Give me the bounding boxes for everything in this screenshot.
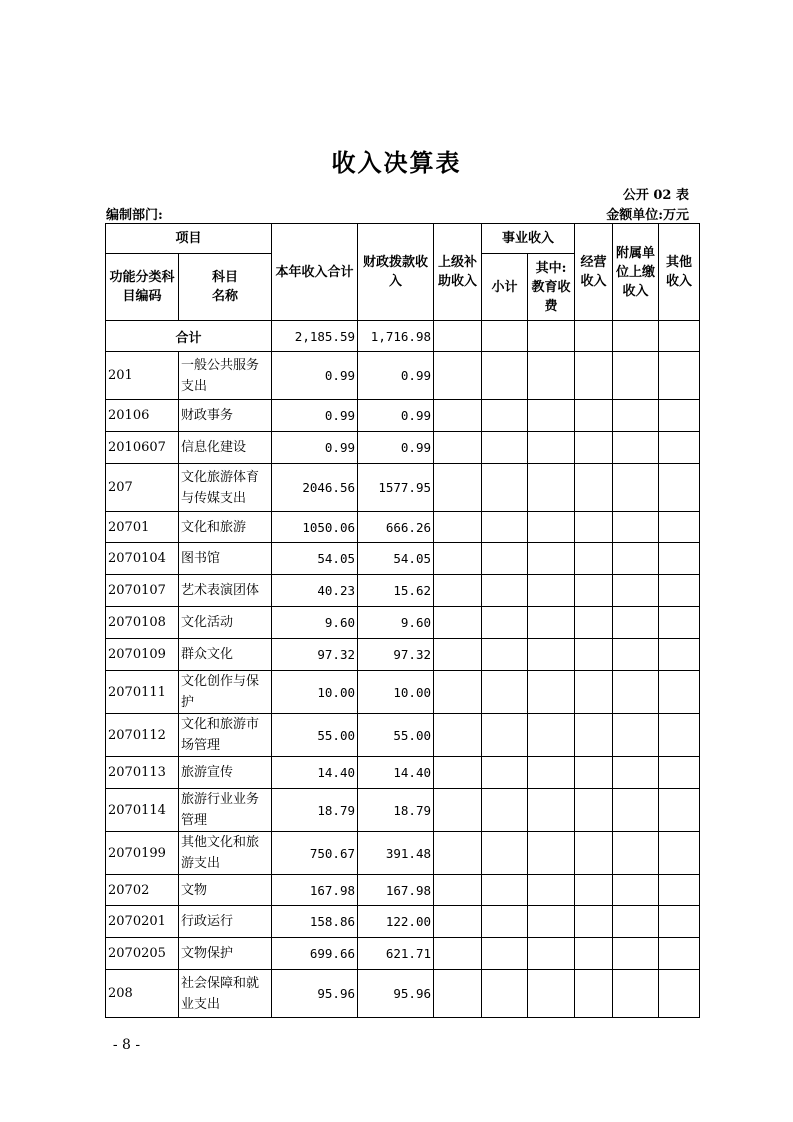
empty-cell: [659, 714, 700, 757]
empty-cell: [613, 432, 659, 464]
row-code: 20701: [106, 512, 179, 543]
row-total: 167.98: [272, 875, 358, 906]
row-name: 文化和旅游市场管理: [179, 714, 272, 757]
row-code: 2010607: [106, 432, 179, 464]
row-fiscal: 10.00: [358, 671, 434, 714]
row-fiscal: 54.05: [358, 543, 434, 575]
total-row: [106, 321, 700, 352]
empty-cell: [613, 714, 659, 757]
row-total: 18.79: [272, 789, 358, 832]
table-row: [106, 352, 700, 400]
header-func-code: 功能分类科目编码: [106, 254, 179, 321]
empty-cell: [434, 875, 482, 906]
row-name: 文化旅游体育与传媒支出: [179, 464, 272, 512]
empty-cell: [434, 970, 482, 1018]
empty-cell: [613, 575, 659, 607]
empty-cell: [613, 639, 659, 671]
empty-cell: [528, 906, 575, 938]
header-project: 项目: [106, 224, 272, 254]
empty-cell: [575, 575, 613, 607]
table-row: [106, 512, 700, 543]
row-name: 行政运行: [179, 906, 272, 938]
empty-cell: [434, 352, 482, 400]
row-fiscal: 621.71: [358, 938, 434, 970]
page-title: 收入决算表: [331, 148, 462, 177]
row-total: 2046.56: [272, 464, 358, 512]
empty-cell: [613, 906, 659, 938]
empty-cell: [575, 352, 613, 400]
empty-cell: [613, 352, 659, 400]
empty-cell: [528, 543, 575, 575]
empty-cell: [528, 714, 575, 757]
empty-cell: [659, 639, 700, 671]
row-name: 财政事务: [179, 400, 272, 432]
empty-cell: [434, 671, 482, 714]
empty-cell: [659, 400, 700, 432]
row-total: 0.99: [272, 432, 358, 464]
table-row: [106, 906, 700, 938]
empty-cell: [659, 432, 700, 464]
empty-cell: [613, 938, 659, 970]
row-total: 9.60: [272, 607, 358, 639]
table-row: [106, 575, 700, 607]
empty-cell: [434, 543, 482, 575]
empty-cell: [613, 789, 659, 832]
row-fiscal: 95.96: [358, 970, 434, 1018]
empty-cell: [528, 575, 575, 607]
empty-cell: [575, 432, 613, 464]
empty-cell: [528, 832, 575, 875]
row-total: 750.67: [272, 832, 358, 875]
empty-cell: [482, 512, 528, 543]
table-row: [106, 714, 700, 757]
row-name: 文化活动: [179, 607, 272, 639]
empty-cell: [613, 832, 659, 875]
row-code: 2070104: [106, 543, 179, 575]
empty-cell: [528, 671, 575, 714]
header-other: 其他收入: [659, 224, 700, 321]
table-row: [106, 464, 700, 512]
row-fiscal: 14.40: [358, 757, 434, 789]
table-row: [106, 938, 700, 970]
empty-cell: [482, 832, 528, 875]
empty-cell: [575, 464, 613, 512]
row-name: 群众文化: [179, 639, 272, 671]
empty-cell: [482, 938, 528, 970]
row-code: 2070199: [106, 832, 179, 875]
row-name: 文物: [179, 875, 272, 906]
row-name: 一般公共服务支出: [179, 352, 272, 400]
header-edu: 其中:教育收费: [528, 254, 575, 321]
empty-cell: [528, 757, 575, 789]
header-subtotal: 小计: [482, 254, 528, 321]
empty-cell: [613, 543, 659, 575]
row-name: 文化创作与保护: [179, 671, 272, 714]
empty-cell: [528, 639, 575, 671]
row-code: 20702: [106, 875, 179, 906]
row-total: 0.99: [272, 400, 358, 432]
form-number: 公开 02 表: [622, 188, 689, 203]
row-name: 信息化建设: [179, 432, 272, 464]
row-fiscal: 97.32: [358, 639, 434, 671]
row-total: 97.32: [272, 639, 358, 671]
empty-cell: [482, 757, 528, 789]
empty-cell: [575, 543, 613, 575]
empty-cell: [434, 906, 482, 938]
row-code: 208: [106, 970, 179, 1018]
empty-cell: [482, 543, 528, 575]
empty-cell: [434, 757, 482, 789]
empty-cell: [659, 875, 700, 906]
row-total: 95.96: [272, 970, 358, 1018]
empty-cell: [659, 832, 700, 875]
table-row: [106, 400, 700, 432]
empty-cell: [482, 875, 528, 906]
empty-cell: [528, 970, 575, 1018]
row-name: 旅游宣传: [179, 757, 272, 789]
empty-cell: [575, 714, 613, 757]
empty-cell: [482, 607, 528, 639]
total-amount: 2,185.59: [272, 321, 358, 352]
row-fiscal: 122.00: [358, 906, 434, 938]
empty-cell: [434, 464, 482, 512]
row-total: 0.99: [272, 352, 358, 400]
empty-cell: [434, 512, 482, 543]
income-table: [105, 223, 700, 1018]
empty-cell: [482, 400, 528, 432]
empty-cell: [482, 714, 528, 757]
row-total: 1050.06: [272, 512, 358, 543]
row-total: 40.23: [272, 575, 358, 607]
empty-cell: [482, 789, 528, 832]
header-superior: 上级补助收入: [434, 224, 482, 321]
row-name: 旅游行业业务管理: [179, 789, 272, 832]
row-total: 14.40: [272, 757, 358, 789]
row-name: 文物保护: [179, 938, 272, 970]
row-name: 艺术表演团体: [179, 575, 272, 607]
empty-cell: [528, 789, 575, 832]
empty-cell: [434, 575, 482, 607]
empty-cell: [575, 671, 613, 714]
empty-cell: [659, 671, 700, 714]
empty-cell: [613, 875, 659, 906]
total-fiscal: 1,716.98: [358, 321, 434, 352]
empty-cell: [482, 432, 528, 464]
unit-label: 金额单位:万元: [606, 208, 689, 223]
empty-cell: [575, 875, 613, 906]
table-row: [106, 757, 700, 789]
empty-cell: [575, 789, 613, 832]
empty-cell: [575, 938, 613, 970]
header-operating: 经营收入: [575, 224, 613, 321]
empty-cell: [575, 400, 613, 432]
empty-cell: [434, 607, 482, 639]
header-subject-name: 科目 名称: [179, 254, 272, 321]
row-code: 2070114: [106, 789, 179, 832]
row-fiscal: 391.48: [358, 832, 434, 875]
empty-cell: [575, 757, 613, 789]
table-row: [106, 970, 700, 1018]
empty-cell: [575, 832, 613, 875]
empty-cell: [659, 906, 700, 938]
empty-cell: [613, 671, 659, 714]
empty-cell: [659, 789, 700, 832]
empty-cell: [659, 543, 700, 575]
row-code: 2070201: [106, 906, 179, 938]
empty-cell: [528, 352, 575, 400]
total-label: 合计: [106, 321, 272, 352]
empty-cell: [659, 607, 700, 639]
row-total: 55.00: [272, 714, 358, 757]
empty-cell: [482, 671, 528, 714]
row-name: 图书馆: [179, 543, 272, 575]
row-code: 2070113: [106, 757, 179, 789]
empty-cell: [575, 512, 613, 543]
table-row: [106, 607, 700, 639]
row-fiscal: 1577.95: [358, 464, 434, 512]
header-affiliated: 附属单位上缴收入: [613, 224, 659, 321]
empty-cell: [659, 938, 700, 970]
empty-cell: [528, 938, 575, 970]
row-fiscal: 18.79: [358, 789, 434, 832]
table-row: [106, 875, 700, 906]
empty-cell: [613, 970, 659, 1018]
table-row: [106, 432, 700, 464]
empty-cell: [528, 607, 575, 639]
row-code: 2070112: [106, 714, 179, 757]
department-label: 编制部门:: [106, 208, 163, 223]
row-fiscal: 666.26: [358, 512, 434, 543]
row-fiscal: 0.99: [358, 432, 434, 464]
row-code: 2070111: [106, 671, 179, 714]
empty-cell: [575, 970, 613, 1018]
empty-cell: [659, 464, 700, 512]
empty-cell: [434, 832, 482, 875]
row-fiscal: 0.99: [358, 352, 434, 400]
row-total: 54.05: [272, 543, 358, 575]
row-code: 2070107: [106, 575, 179, 607]
row-code: 207: [106, 464, 179, 512]
row-fiscal: 167.98: [358, 875, 434, 906]
empty-cell: [434, 789, 482, 832]
empty-cell: [528, 432, 575, 464]
row-total: 10.00: [272, 671, 358, 714]
empty-cell: [613, 512, 659, 543]
table-row: [106, 832, 700, 875]
empty-cell: [659, 757, 700, 789]
empty-cell: [482, 639, 528, 671]
header-fiscal: 财政拨款收入: [358, 224, 434, 321]
empty-cell: [434, 938, 482, 970]
row-total: 158.86: [272, 906, 358, 938]
table-row: [106, 671, 700, 714]
row-name: 其他文化和旅游支出: [179, 832, 272, 875]
header-business: 事业收入: [482, 224, 575, 254]
empty-cell: [482, 575, 528, 607]
empty-cell: [434, 639, 482, 671]
empty-cell: [434, 432, 482, 464]
row-name: 社会保障和就业支出: [179, 970, 272, 1018]
empty-cell: [659, 970, 700, 1018]
empty-cell: [613, 607, 659, 639]
row-fiscal: 9.60: [358, 607, 434, 639]
empty-cell: [482, 352, 528, 400]
page-number: - 8 -: [112, 1037, 141, 1053]
table-row: [106, 543, 700, 575]
row-fiscal: 55.00: [358, 714, 434, 757]
table-row: [106, 639, 700, 671]
empty-cell: [659, 575, 700, 607]
empty-cell: [613, 400, 659, 432]
row-code: 2070108: [106, 607, 179, 639]
empty-cell: [613, 464, 659, 512]
row-code: 20106: [106, 400, 179, 432]
row-total: 699.66: [272, 938, 358, 970]
empty-cell: [528, 400, 575, 432]
empty-cell: [482, 906, 528, 938]
row-code: 201: [106, 352, 179, 400]
row-name: 文化和旅游: [179, 512, 272, 543]
row-fiscal: 15.62: [358, 575, 434, 607]
empty-cell: [482, 464, 528, 512]
empty-cell: [659, 512, 700, 543]
row-code: 2070109: [106, 639, 179, 671]
empty-cell: [613, 757, 659, 789]
row-fiscal: 0.99: [358, 400, 434, 432]
empty-cell: [659, 352, 700, 400]
empty-cell: [528, 512, 575, 543]
empty-cell: [434, 400, 482, 432]
empty-cell: [482, 970, 528, 1018]
empty-cell: [575, 906, 613, 938]
empty-cell: [528, 464, 575, 512]
header-total: 本年收入合计: [272, 224, 358, 321]
empty-cell: [575, 639, 613, 671]
empty-cell: [434, 714, 482, 757]
row-code: 2070205: [106, 938, 179, 970]
empty-cell: [575, 607, 613, 639]
empty-cell: [528, 875, 575, 906]
table-row: [106, 789, 700, 832]
